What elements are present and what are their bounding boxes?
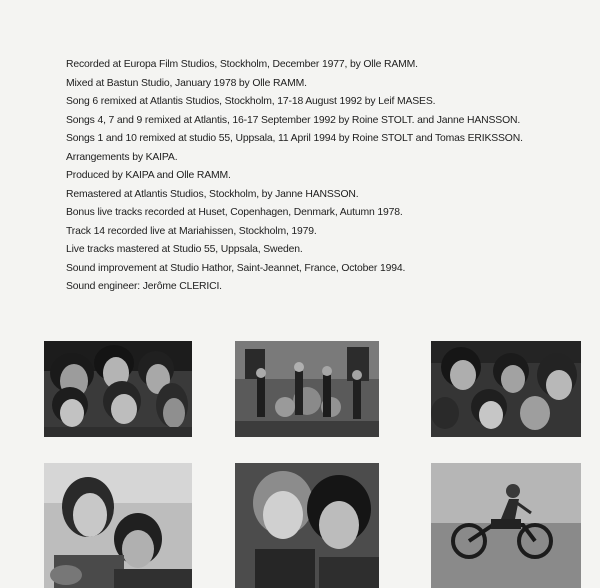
credit-line: Remastered at Atlantis Studios, Stockholm, by Janne HANSSON. bbox=[66, 188, 359, 200]
credit-line: Produced by KAIPA and Olle RAMM. bbox=[66, 170, 231, 181]
band-photo-group bbox=[431, 341, 581, 437]
credit-line: Song 6 remixed at Atlantis Studios, Stockholm, 17-18 August 1992 by Leif MASES. bbox=[66, 96, 436, 107]
credit-line: Songs 1 and 10 remixed at studio 55, Uppsala, 11 April 1994 by Roine STOLT and Tomas ERIKSSON. bbox=[66, 133, 523, 144]
credit-line: Track 14 recorded live at Mariahissen, Stockholm, 1979. bbox=[66, 225, 317, 237]
credit-line: Live tracks mastered at Studio 55, Uppsala, Sweden. bbox=[66, 244, 303, 255]
credit-line: Recorded at Europa Film Studios, Stockholm, December 1977, by Olle RAMM. bbox=[66, 59, 418, 70]
band-photo-portrait bbox=[44, 341, 192, 437]
motorcycle-photo bbox=[431, 463, 581, 588]
credit-line: Bonus live tracks recorded at Huset, Copenhagen, Denmark, Autumn 1978. bbox=[66, 207, 403, 218]
band-photo-duo bbox=[44, 463, 192, 588]
band-photo-stage bbox=[235, 341, 379, 437]
credit-line: Sound engineer: Jerôme CLERICI. bbox=[66, 281, 222, 292]
credit-line: Mixed at Bastun Studio, January 1978 by Olle RAMM. bbox=[66, 77, 307, 89]
credit-line: Sound improvement at Studio Hathor, Saint-Jeannet, France, October 1994. bbox=[66, 262, 406, 274]
credits-list bbox=[66, 56, 586, 297]
credit-line: Arrangements by KAIPA. bbox=[66, 151, 178, 163]
band-photo-closeup bbox=[235, 463, 379, 588]
credit-line: Songs 4, 7 and 9 remixed at Atlantis, 16-17 September 1992 by Roine STOLT. and Janne HANSSON. bbox=[66, 114, 521, 126]
